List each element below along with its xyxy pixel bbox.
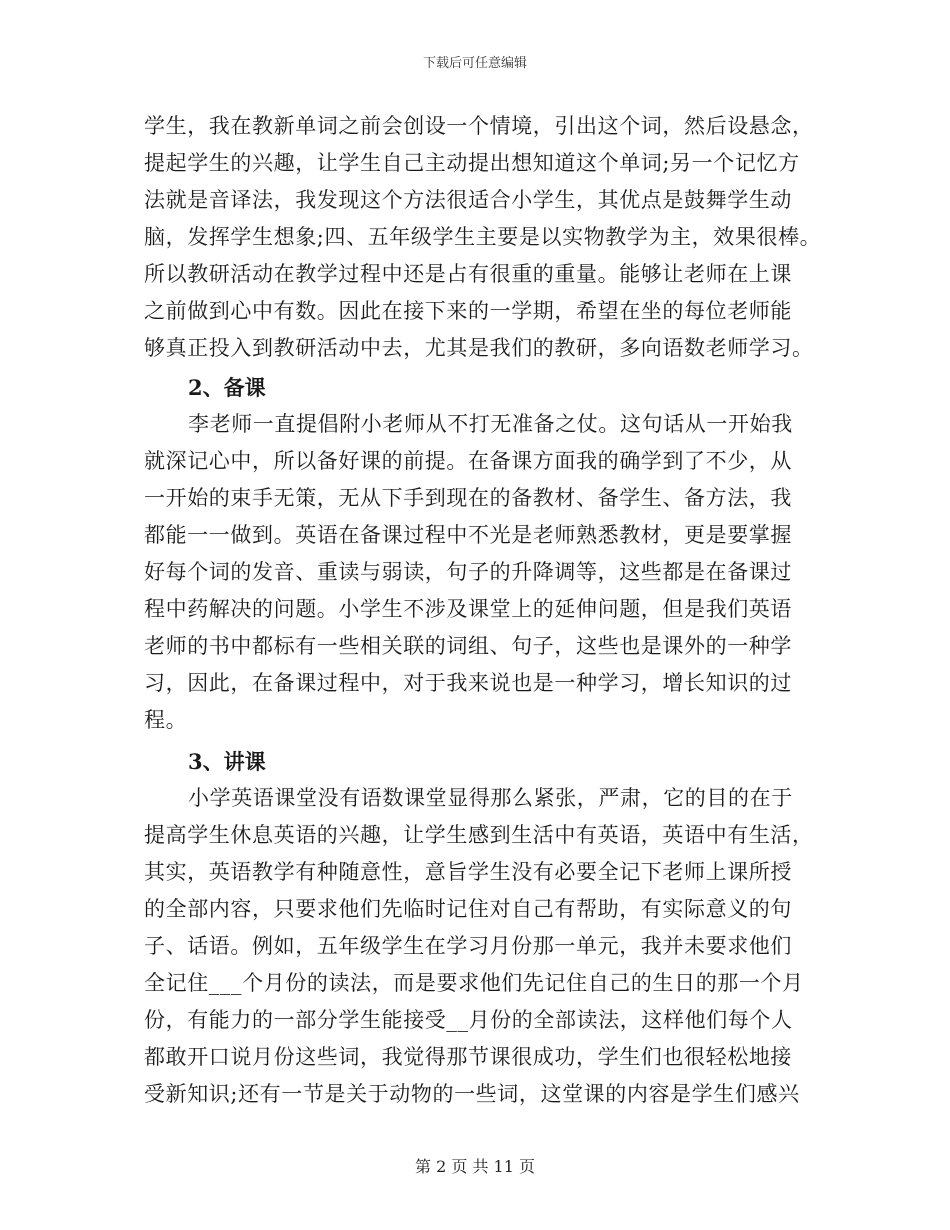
text-line: 学生，我在教新单词之前会创设一个情境，引出这个词，然后设悬念， <box>144 114 814 138</box>
paragraph-lecturing <box>144 780 814 1113</box>
document-body <box>144 108 822 1113</box>
text-line: 子、话语。例如，五年级学生在学习月份那一单元，我并未要求他们 <box>144 934 792 958</box>
text-line: 一开始的束手无策，无从下手到现在的备教材、备学生、备方法，我 <box>144 486 792 510</box>
text-line: 都敢开口说月份这些词，我觉得那节课很成功，学生们也很轻松地接 <box>144 1045 792 1069</box>
text-line: 份，有能力的一部分学生能接受__月份的全部读法，这样他们每个人 <box>144 1008 793 1032</box>
page-header-note: 下载后可任意编辑 <box>422 56 527 71</box>
paragraph-teaching-research <box>144 108 822 367</box>
text-line: 好每个词的发音、重读与弱读，句子的升降调等，这些都是在备课过 <box>144 560 792 584</box>
text-line: 都能一一做到。英语在备课过程中不光是老师熟悉教材，更是要掌握 <box>144 523 792 547</box>
paragraph-lesson-prep <box>144 406 810 739</box>
text-line: 就深记心中，所以备好课的前提。在备课方面我的确学到了不少，从 <box>144 449 792 473</box>
text-line: 提高学生休息英语的兴趣，让学生感到生活中有英语，英语中有生活， <box>144 823 814 847</box>
text-line: 老师的书中都标有一些相关联的词组、句子，这些也是课外的一种学 <box>144 634 792 658</box>
text-line: 的全部内容，只要求他们先临时记住对自己有帮助，有实际意义的句 <box>144 897 792 921</box>
text-line: 程中药解决的问题。小学生不涉及课堂上的延伸问题，但是我们英语 <box>144 597 792 621</box>
text-line: 全记住___个月份的读法，而是要求他们先记住自己的生日的那一个月 <box>144 971 804 995</box>
text-line: 够真正投入到教研活动中去，尤其是我们的教研，多向语数老师学习。 <box>144 336 814 360</box>
text-line: 其实，英语教学有种随意性，意旨学生没有必要全记下老师上课所授 <box>144 860 792 884</box>
section-heading-lecturing: 3、讲课 <box>188 749 266 774</box>
text-line: 脑，发挥学生想象;四、五年级学生主要是以实物教学为主，效果很棒。 <box>144 225 822 249</box>
text-line: 受新知识;还有一节是关于动物的一些词，这堂课的内容是学生们感兴 <box>144 1082 800 1106</box>
text-line: 法就是音译法，我发现这个方法很适合小学生，其优点是鼓舞学生动 <box>144 188 792 212</box>
text-line: 所以教研活动在教学过程中还是占有很重的重量。能够让老师在上课 <box>144 262 792 286</box>
text-line: 小学英语课堂没有语数课堂显得那么紧张，严肃，它的目的在于 <box>188 786 793 810</box>
section-heading-lesson-prep: 2、备课 <box>188 375 266 400</box>
text-line: 李老师一直提倡附小老师从不打无准备之仗。这句话从一开始我 <box>188 412 793 436</box>
page-number: 第 2 页 共 11 页 <box>415 1157 535 1176</box>
text-line: 提起学生的兴趣，让学生自己主动提出想知道这个单词;另一个记忆方 <box>144 151 800 175</box>
text-line: 程。 <box>144 708 188 732</box>
text-line: 习，因此，在备课过程中，对于我来说也是一种学习，增长知识的过 <box>144 671 792 695</box>
text-line: 之前做到心中有数。因此在接下来的一学期，希望在坐的每位老师能 <box>144 299 792 323</box>
